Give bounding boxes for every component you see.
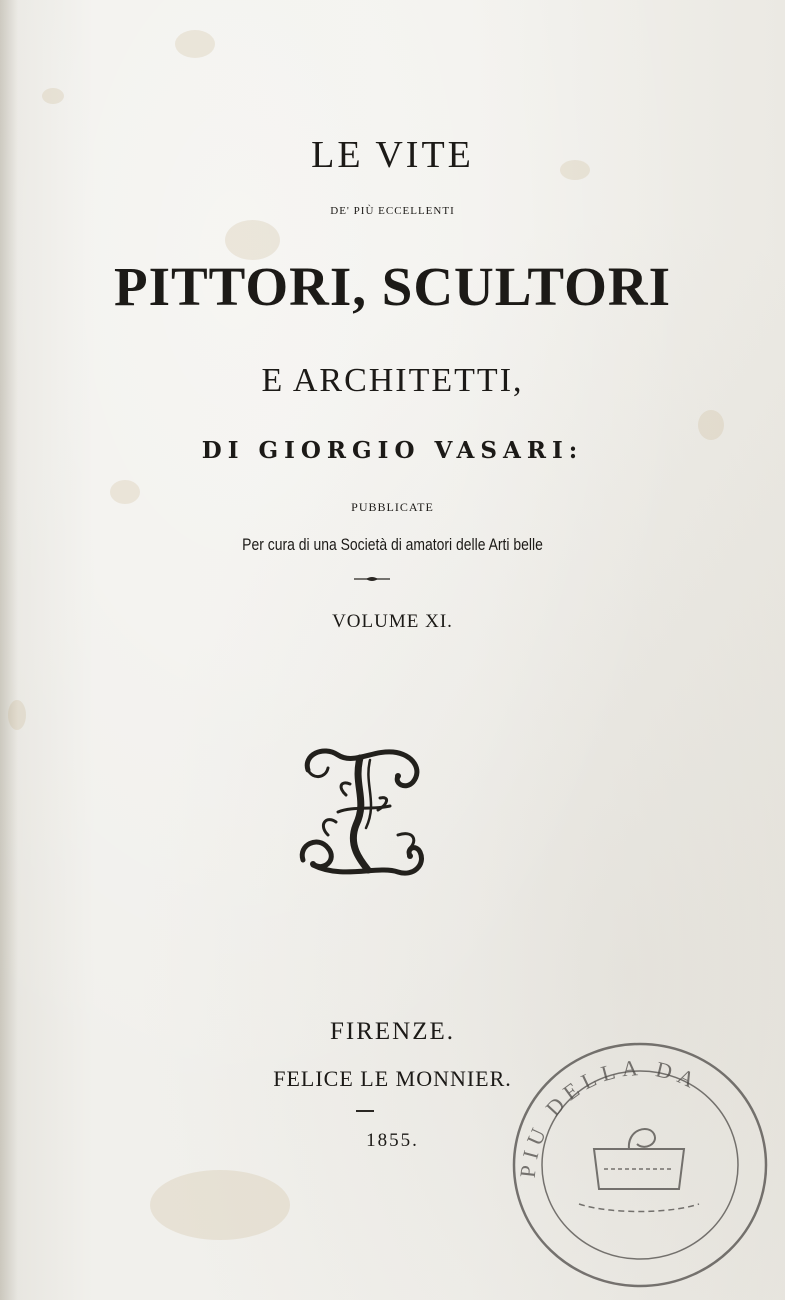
pubblicate-label: PUBBLICATE <box>351 500 434 514</box>
editors-line: Per cura di una Società di amatori delle Arti belle <box>242 535 543 554</box>
foxing-spot <box>225 220 280 260</box>
fl-monogram-icon <box>298 740 433 885</box>
imprint-divider <box>356 1110 374 1112</box>
author-giorgio-vasari: DI GIORGIO VASARI: <box>201 437 584 464</box>
imprint-year: 1855. <box>366 1130 419 1151</box>
subtitle-dei-piu-eccellenti: DE' PIÙ ECCELLENTI <box>330 205 455 217</box>
imprint-publisher: FELICE LE MONNIER. <box>273 1066 512 1091</box>
title-e-architetti: E ARCHITETTI, <box>261 362 524 399</box>
imprint-city: FIRENZE. <box>329 1018 456 1045</box>
title-le-vite: LE VITE <box>311 134 474 176</box>
svg-text:PIU DELLA DA <box>515 1055 705 1179</box>
library-stamp-icon <box>509 1039 771 1291</box>
foxing-spot <box>8 700 26 730</box>
ornament-rule-icon <box>354 575 390 583</box>
foxing-spot <box>698 410 724 440</box>
foxing-spot <box>150 1170 290 1240</box>
volume-label: VOLUME XI. <box>332 611 453 632</box>
title-pittori-scultori: PITTORI, SCULTORI <box>113 256 672 317</box>
foxing-spot <box>42 88 64 104</box>
foxing-spot <box>175 30 215 58</box>
stamp-text: PIU DELLA DA <box>514 1054 705 1179</box>
